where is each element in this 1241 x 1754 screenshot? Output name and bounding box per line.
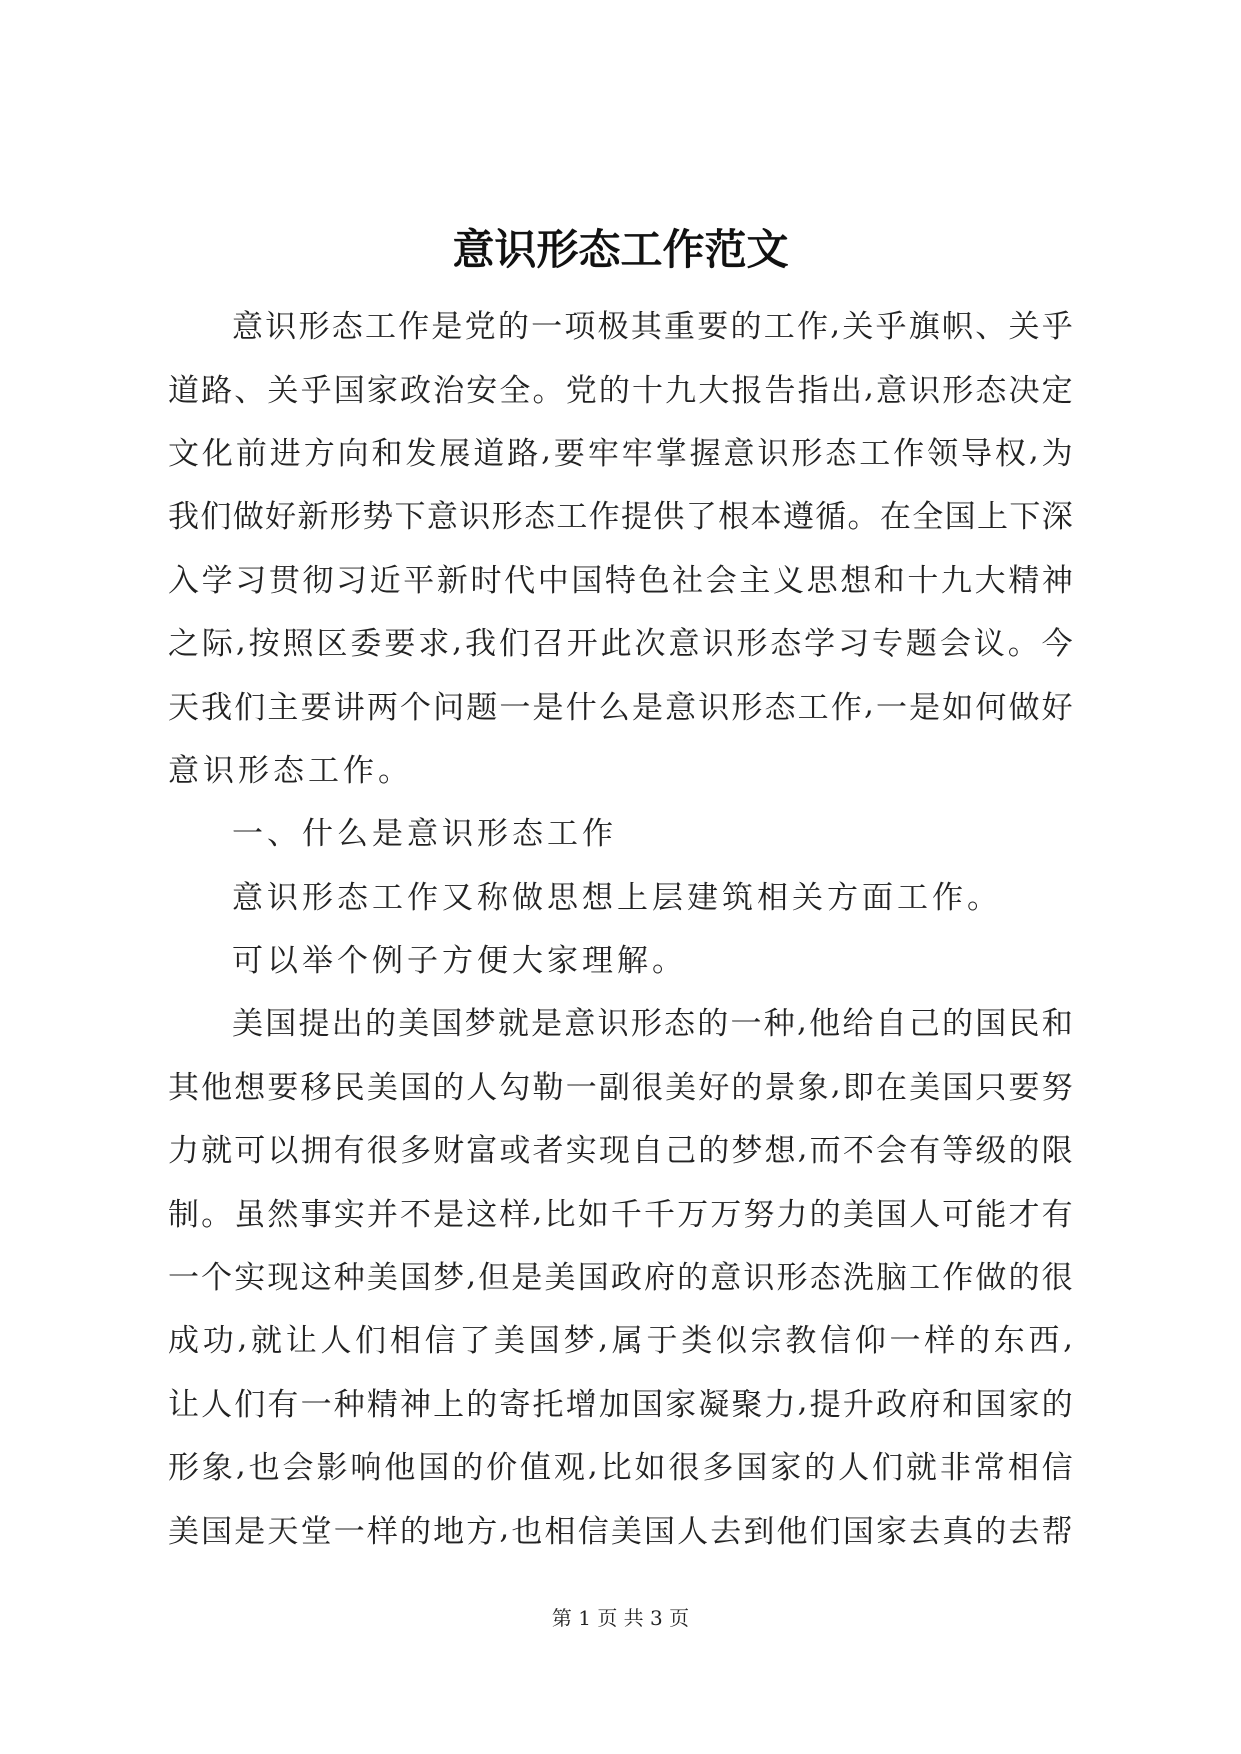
paragraph-line: 一 个 实 现 这 种 美 国 梦 , 但 是 美 国 政 府 的 意 识 形 态 洗 脑 工 作 做 的 很 <box>168 1256 1073 1297</box>
paragraph-line: 美 国 提 出 的 美 国 梦 就 是 意 识 形 态 的 一 种 , 他 给 自 己 的 国 民 和 <box>232 1002 1073 1043</box>
paragraph-line: 可以举个例子方便大家理解。 <box>232 943 687 980</box>
paragraph-line: 之 际 , 按 照 区 委 要 求 , 我 们 召 开 此 次 意 识 形 态 学 习 专 题 会 议 。 今 <box>168 622 1073 663</box>
paragraph-line: 其 他 想 要 移 民 美 国 的 人 勾 勒 一 副 很 美 好 的 景 象 , 即 在 美 国 只 要 努 <box>168 1066 1073 1106</box>
paragraph-line: 我 们 做 好 新 形 势 下 意 识 形 态 工 作 提 供 了 根 本 遵 循 。 在 全 国 上 下 深 <box>168 499 1073 536</box>
paragraph-line: 天 我 们 主 要 讲 两 个 问 题 一 是 什 么 是 意 识 形 态 工 作 , 一 是 如 何 做 好 <box>168 686 1073 726</box>
document-body <box>168 292 1073 1560</box>
paragraph-line: 让 人 们 有 一 种 精 神 上 的 寄 托 增 加 国 家 凝 聚 力 , 提 升 政 府 和 国 家 的 <box>168 1383 1073 1423</box>
paragraph-line: 意识形态工作。 <box>168 752 413 789</box>
paragraph-line: 成 功 , 就 让 人 们 相 信 了 美 国 梦 , 属 于 类 似 宗 教 信 仰 一 样 的 东 西 , <box>168 1319 1073 1360</box>
paragraph-line: 道 路 、 关 乎 国 家 政 治 安 全 。 党 的 十 九 大 报 告 指 出 , 意 识 形 态 决 定 <box>168 369 1073 409</box>
paragraph-line: 一、什么是意识形态工作 <box>232 816 617 853</box>
document-title: 意识形态工作范文 <box>452 225 789 274</box>
paragraph-line: 意识形态工作又称做思想上层建筑相关方面工作。 <box>232 879 1002 916</box>
paragraph-line: 美 国 是 天 堂 一 样 的 地 方 , 也 相 信 美 国 人 去 到 他 们 国 家 去 真 的 去 帮 <box>168 1510 1073 1550</box>
paragraph-line: 制 。 虽 然 事 实 并 不 是 这 样 , 比 如 千 千 万 万 努 力 的 美 国 人 可 能 才 有 <box>168 1193 1073 1233</box>
paragraph-line: 文 化 前 进 方 向 和 发 展 道 路 , 要 牢 牢 掌 握 意 识 形 态 工 作 领 导 权 , 为 <box>168 432 1073 472</box>
page-footer: 第 1 页 共 3 页 <box>551 1606 690 1630</box>
paragraph-line: 入 学 习 贯 彻 习 近 平 新 时 代 中 国 特 色 社 会 主 义 思 想 和 十 九 大 精 神 <box>168 562 1073 599</box>
paragraph-line: 意 识 形 态 工 作 是 党 的 一 项 极 其 重 要 的 工 作 , 关 乎 旗 帜 、 关 乎 <box>232 305 1073 346</box>
paragraph-line: 形 象 , 也 会 影 响 他 国 的 价 值 观 , 比 如 很 多 国 家 的 人 们 就 非 常 相 信 <box>168 1446 1073 1487</box>
paragraph-line: 力 就 可 以 拥 有 很 多 财 富 或 者 实 现 自 己 的 梦 想 , 而 不 会 有 等 级 的 限 <box>168 1129 1073 1170</box>
